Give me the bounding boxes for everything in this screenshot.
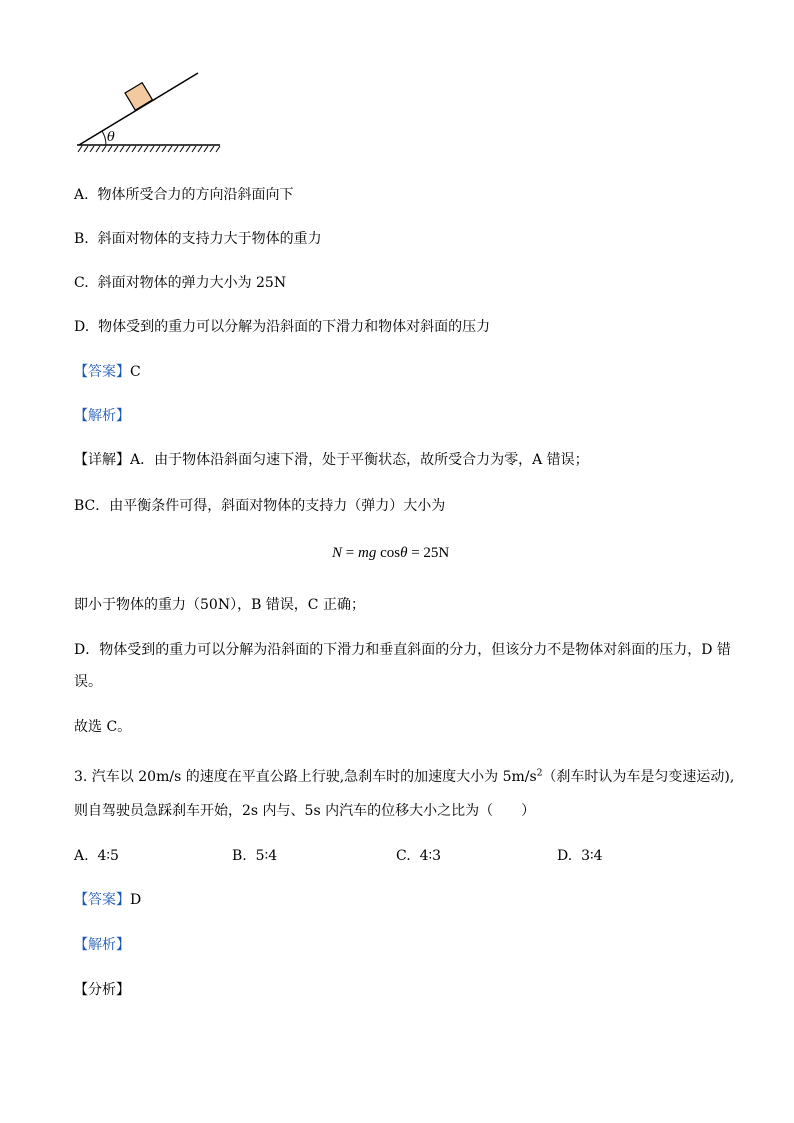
formula-equals: = [411, 545, 420, 561]
detail-d-line-cont: 误。 [74, 674, 102, 690]
q3-stem-line2: 则自驾驶员急踩刹车开始，2s 内与、5s 内汽车的位移大小之比为（ ） [74, 803, 536, 819]
q3-stem-line1 [74, 768, 734, 786]
detail-tag: 【详解】 [74, 452, 130, 468]
q3-stem-text-2: （刹车时认为车是匀变速运动), [542, 769, 735, 785]
ground-hatching [78, 146, 220, 152]
incline-diagram [72, 66, 232, 156]
detail-bc-line: BC．由平衡条件可得，斜面对物体的支持力（弹力）大小为 [74, 498, 446, 514]
detail-d-line: D．物体受到的重力可以分解为沿斜面的下滑力和垂直斜面的分力，但该分力不是物体对斜面的压力，D 错 [74, 642, 731, 658]
q3-option-c [396, 847, 441, 865]
option-c [74, 274, 286, 292]
q3-stem-text: 3. 汽车以 20m/s 的速度在平直公路上行驶,急刹车时的加速度大小为 5m/s [74, 769, 537, 785]
angle-label: θ [107, 130, 115, 145]
option-text: 物体受到的重力可以分解为沿斜面的下滑力和物体对斜面的压力 [98, 319, 491, 335]
analysis-line [74, 407, 130, 425]
q3-superscript: 2 [536, 768, 543, 779]
option-d [74, 318, 490, 336]
detail-a-line [74, 451, 589, 469]
option-a [74, 186, 293, 204]
analysis-tag: 【解析】 [74, 408, 130, 424]
option-letter: B. [74, 231, 89, 247]
answer-tag: 【答案】 [74, 364, 130, 380]
option-letter: B. [232, 848, 247, 864]
incline-line [79, 73, 198, 145]
option-b [74, 230, 322, 248]
formula-mg: mg [357, 545, 377, 561]
detail-bc2-line: 即小于物体的重力（50N），B 错误，C 正确； [74, 597, 365, 613]
option-letter: C. [396, 848, 411, 864]
option-letter: A. [74, 187, 89, 203]
option-letter: D. [74, 319, 90, 335]
option-text: 斜面对物体的支持力大于物体的重力 [97, 231, 322, 247]
analysis-tag: 【解析】 [74, 937, 130, 953]
option-text: 斜面对物体的弹力大小为 25N [97, 275, 287, 291]
q3-answer-line [74, 891, 141, 909]
answer-value: D [130, 892, 142, 908]
option-letter: A. [74, 848, 89, 864]
formula-value: 25N [423, 545, 450, 561]
option-text: 4∶5 [97, 848, 119, 864]
answer-line [74, 363, 141, 381]
option-text: 5∶4 [255, 848, 278, 864]
option-text: 4∶3 [419, 848, 442, 864]
formula-equals: = [345, 545, 355, 561]
q3-option-b [232, 847, 277, 865]
formula-theta: θ [400, 545, 408, 561]
conclusion-line: 故选 C。 [74, 719, 132, 735]
formula-lhs: N [332, 545, 343, 561]
fenxi-tag: 【分析】 [74, 982, 130, 998]
q3-fenxi-line [74, 981, 130, 999]
answer-value: C [130, 364, 141, 380]
q3-analysis-line [74, 936, 130, 954]
option-text: 物体所受合力的方向沿斜面向下 [97, 187, 294, 203]
angle-arc [102, 131, 106, 145]
answer-tag: 【答案】 [74, 892, 130, 908]
option-letter: D. [557, 848, 573, 864]
option-text: 3∶4 [581, 848, 603, 864]
detail-a-text: A．由于物体沿斜面匀速下滑，处于平衡状态，故所受合力为零，A 错误； [130, 452, 589, 468]
option-letter: C. [74, 275, 89, 291]
q3-option-a [74, 847, 119, 865]
block [125, 83, 152, 110]
equation [332, 544, 449, 562]
formula-cos: cos [380, 545, 401, 561]
q3-option-d [557, 847, 603, 865]
